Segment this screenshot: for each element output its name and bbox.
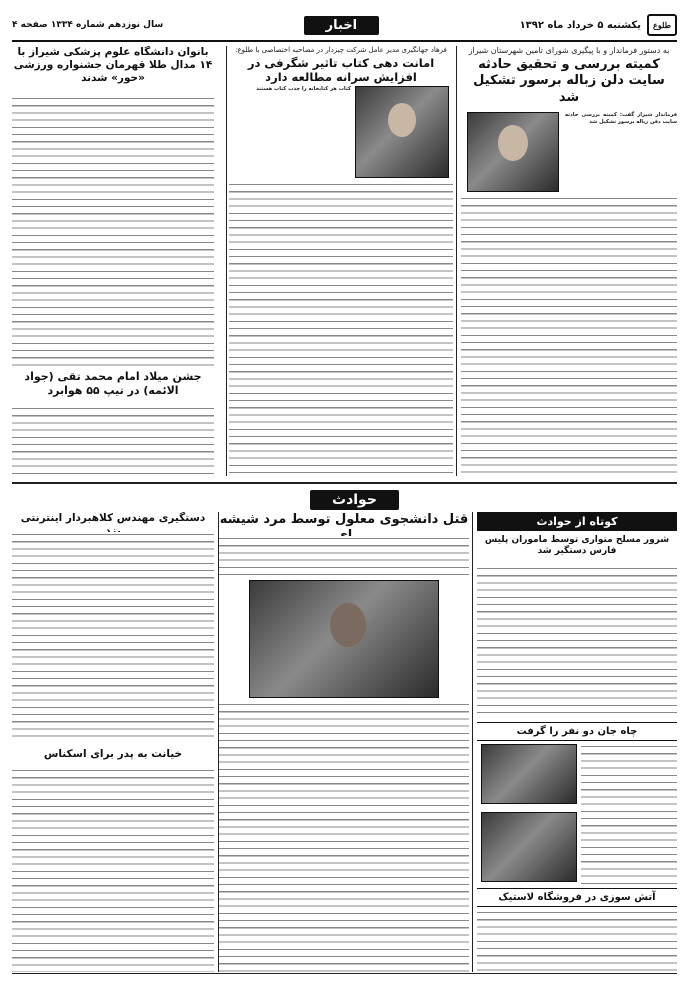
- bottom-rule: [12, 973, 677, 974]
- article-title-celebration: جشن میلاد امام محمد تقی (جواد الائمه) در تیپ ۵۵ هوابرد: [24, 370, 202, 397]
- accidents-briefs: [477, 512, 677, 972]
- section-banner-news: اخبار: [304, 16, 380, 35]
- photo-caption: کتاب هر کتابخانه را جذب کتاب هستند: [256, 86, 351, 92]
- article-body-text: [219, 702, 469, 972]
- article-body-text: [12, 532, 214, 742]
- brief-title-well: چاه جان دو نفر را گرفت: [477, 722, 677, 741]
- article-title: کمیته بررسی و تحقیق حادثه سایت دلن زباله برسور تشکیل شد: [473, 57, 665, 105]
- article-body-text: [12, 406, 214, 476]
- section-divider: [12, 482, 677, 484]
- article-title: امانت دهی کتاب تاثیر شگرفی در افزایش سرانه مطالعه دارد: [247, 56, 435, 85]
- article-body-text: [12, 768, 214, 972]
- briefs-box-header: کوتاه از حوادث: [477, 512, 677, 531]
- column-divider: [456, 46, 457, 476]
- interview-photo: [355, 86, 449, 178]
- article-title: قتل دانشجوی معلول توسط مرد شیشه: [219, 512, 469, 527]
- well-accident-photo: [481, 744, 577, 804]
- article-title-internet-fraud: دستگیری مهندس کلاهبردار اینترنتی: [20, 512, 206, 524]
- crime-photo: [249, 580, 439, 698]
- column-divider: [218, 512, 219, 972]
- article-sports-medals: [12, 46, 214, 476]
- masthead: [520, 14, 677, 36]
- column-divider: [472, 512, 473, 972]
- face-shape: [388, 103, 416, 137]
- brief-body-text: [477, 566, 677, 716]
- fire-photo: [481, 812, 577, 882]
- article-title-betrayal: خیانت به پدر برای اسکناس: [43, 748, 183, 760]
- brief-title-fire: آتش سوزی در فروشگاه لاستیک: [477, 888, 677, 907]
- article-book-lending: [229, 46, 453, 476]
- issue-date: یکشنبه ۵ خرداد ماه ۱۳۹۲: [519, 19, 641, 31]
- accidents-left-column: [12, 512, 214, 972]
- brief-body-text: [581, 744, 677, 884]
- article-byline: فرماندار شیراز گفت: کمیته بررسی حادثه سایت دفن زباله برسور تشکیل شد: [565, 112, 677, 126]
- article-body-text: [219, 536, 469, 576]
- face-shape: [498, 125, 528, 161]
- article-body-text: [229, 182, 453, 476]
- portrait-photo: [467, 112, 559, 192]
- article-body-text: [461, 196, 677, 476]
- issue-info: سال نوزدهم شماره ۱۳۳۴ صفحه ۴: [12, 20, 164, 30]
- article-body-text: [12, 96, 214, 366]
- article-student-murder: [219, 512, 469, 972]
- article-title: بانوان دانشگاه علوم پزشکی شیراز با ۱۴ مدال طلا قهرمان جشنواره ورزشی «حور» شدند: [13, 46, 213, 85]
- article-kicker: به دستور فرماندار و با پیگیری شورای تامین شهرستان شیراز: [468, 46, 670, 55]
- brief-body-text: [477, 910, 677, 972]
- section-banner-accidents: حوادث: [310, 490, 399, 510]
- brief-title-armed-thug: شرور مسلح متواری توسط ماموران پلیس فارس دستگیر شد: [484, 535, 670, 557]
- face-shape: [330, 603, 366, 647]
- page-header: [12, 12, 677, 38]
- column-divider: [226, 46, 227, 476]
- article-committee: [461, 46, 677, 476]
- article-kicker: فرهاد جهانگیری مدیر عامل شرکت چیزدار در مصاحبه اختصاصی با طلوع:: [235, 46, 447, 54]
- header-divider: [12, 40, 677, 42]
- newspaper-logo: طلوع: [647, 14, 677, 36]
